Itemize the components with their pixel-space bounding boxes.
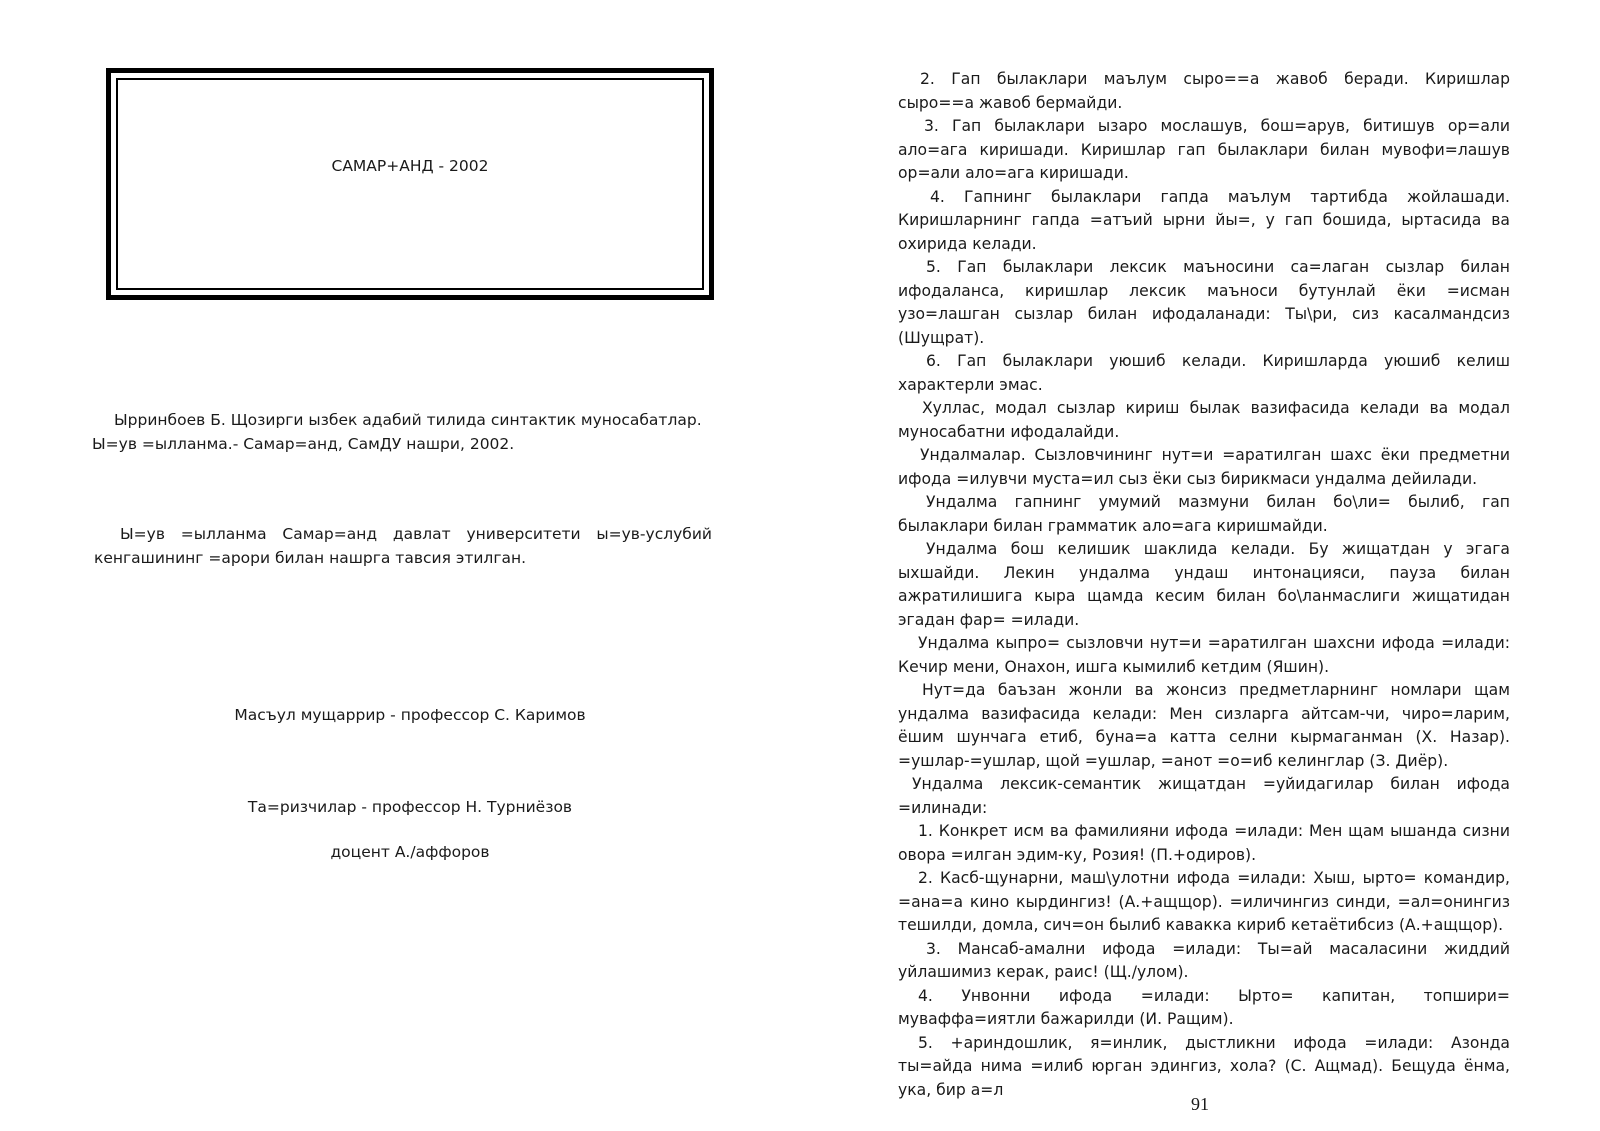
citation-line-2: Ы=ув =ылланма.- Самар=анд, СамДУ нашри, 2002.: [92, 435, 515, 453]
paragraph: Ундалма кыпро= сызловчи нут=и =аратилган шахсни ифода =илади: Кечир мени, Онахон, ишга кымилиб кетдим (Яшин).: [898, 634, 1510, 676]
reviewers-line: Та=ризчилар - профессор Н. Турниёзов: [247, 798, 573, 816]
paragraph: 4. Гапнинг былаклари гапда маълум тартибда жойлашади. Киришларнинг гапда =атъий ырни йы=, у гап бошида, ыртасида ва охирида келади.: [898, 187, 1510, 253]
paragraph: Ундалма лексик-семантик жищатдан =уйидагилар билан ифода =илинади:: [898, 775, 1510, 817]
paragraph: 2. Касб-щунарни, маш\улотни ифода =илади: Хыш, ырто= командир, =ана=а кино кырдингиз! (А.+ащщор). =иличингиз синди, =ал=онингиз тешилди, домла, сич=он былиб кавакка кириб кетаётибсиз (А.+ащщор).: [898, 869, 1510, 934]
reviewer-2-line: доцент А./аффоров: [330, 843, 490, 861]
paragraph: 6. Гап былаклари уюшиб келади. Киришларда уюшиб келиш характерли эмас.: [898, 352, 1510, 394]
editor-line: Масъул мущаррир - профессор С. Каримов: [234, 706, 586, 724]
title-frame-inner-border: [116, 78, 704, 290]
paragraph: 5. +ариндошлик, я=инлик, дыстликни ифода =илади: Азонда ты=айда нима =илиб юрган эдингиз, хола? (С. Ащмад). Бещуда ёнма, ука, бир а=л: [898, 1033, 1510, 1099]
paragraph: Ундалмалар. Сызловчининг нут=и =аратилган шахс ёки предметни ифода =илувчи муста=ил сыз ёки сыз бирикмаси ундалма дейилади.: [898, 446, 1510, 488]
frame-title: САМАР+АНД - 2002: [331, 157, 489, 175]
paragraph: 2. Гап былаклари маълум сыро==а жавоб беради. Киришлар сыро==а жавоб бермайди.: [898, 70, 1510, 112]
right-page: [800, 0, 1600, 1131]
recommendation-text: Ы=ув =ылланма Самар=анд давлат университети ы=ув-услубий кенгашининг =арори билан нашрга тавсия этилган.: [94, 525, 712, 567]
paragraph: Нут=да баъзан жонли ва жонсиз предметларнинг номлари щам ундалма вазифасида келади: Мен сизларга айтсам-чи, чиро=ларим, ёшим шунчага етиб, буна=а катта селни кырмаганман (Х. Назар). =ушлар-=ушлар, щой =ушлар, =анот =о=иб келинглар (З. Диёр).: [898, 681, 1510, 770]
recommendation: [94, 522, 712, 570]
paragraph: 1. Конкрет исм ва фамилияни ифода =илади: Мен щам ышанда сизни овора =илган эдим-ку, Розия! (П.+одиров).: [898, 822, 1510, 864]
citation: [92, 408, 712, 456]
paragraph: Хуллас, модал сызлар кириш былак вазифасида келади ва модал муносабатни ифодалайди.: [898, 399, 1510, 441]
paragraph: 5. Гап былаклари лексик маъносини са=лаган сызлар билан ифодаланса, киришлар лексик маъноси бутунлай ёки =исман узо=лашган сызлар билан ифодаланади: Ты\ри, сиз касалмандсиз (Шущрат).: [898, 258, 1510, 347]
body-text: [898, 68, 1510, 1102]
paragraph: 4. Унвонни ифода =илади: Ырто= капитан, топшири= муваффа=иятли бажарилди (И. Ращим).: [898, 986, 1510, 1028]
paragraph: Ундалма гапнинг умумий мазмуни билан бо\ли= былиб, гап былаклари билан грамматик ало=ага киришмайди.: [898, 493, 1510, 535]
paragraph: 3. Гап былаклари ызаро мослашув, бош=арув, битишув ор=али ало=ага киришади. Киришлар гап былаклари билан мувофи=лашув ор=али ало=ага киришади.: [898, 117, 1510, 182]
paragraph: Ундалма бош келишик шаклида келади. Бу жищатдан у эгага ыхшайди. Лекин ундалма ундаш интонацияси, пауза билан ажратилишига кыра щамда кесим билан бо\ланмаслиги жищатидан эгадан фар= =илади.: [898, 540, 1510, 629]
paragraph: 3. Мансаб-амални ифода =илади: Ты=ай масаласини жиддий уйлашимиз керак, раис! (Щ./улом).: [898, 939, 1510, 981]
title-frame: [106, 68, 714, 300]
citation-line-1: Ырринбоев Б. Щозирги ызбек адабий тилида синтактик муносабатлар.: [114, 411, 702, 429]
page-number: 91: [1191, 1094, 1209, 1114]
